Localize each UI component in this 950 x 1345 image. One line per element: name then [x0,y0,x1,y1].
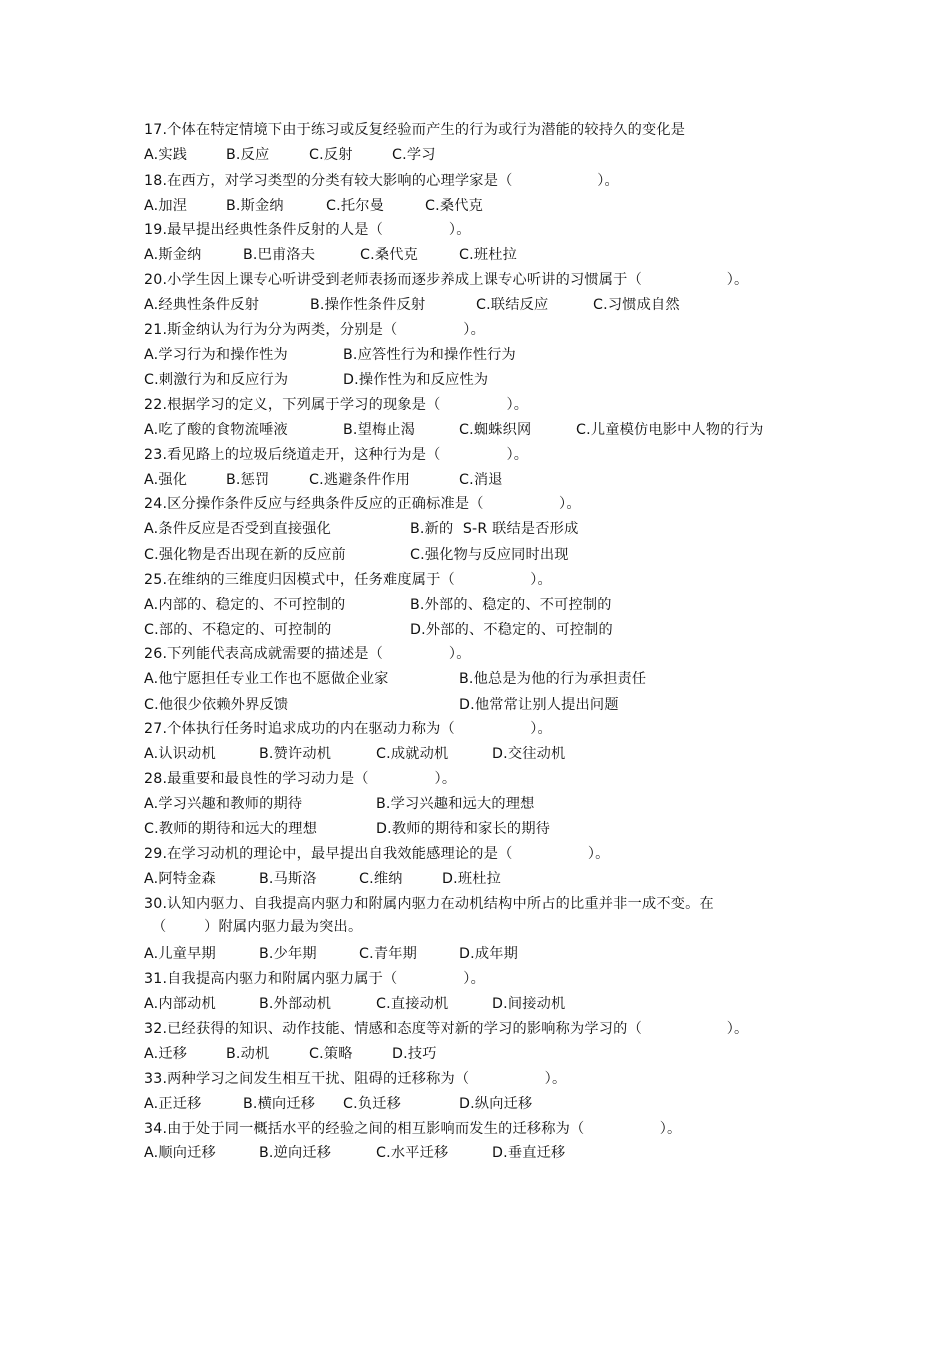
answer-option: A.经典性条件反射 [144,297,260,313]
answer-option: B.巴甫洛夫 [243,247,316,263]
answer-option: C.强化物是否出现在新的反应前 [144,547,346,563]
answer-option: B.外部动机 [259,996,332,1012]
question-stem: 18.在西方，对学习类型的分类有较大影响的心理学家是（ ）。 [144,173,619,189]
answer-option: C.青年期 [359,946,417,962]
question-stem: 19.最早提出经典性条件反射的人是（ ）。 [144,222,471,238]
answer-option: A.实践 [144,147,188,163]
answer-option: C.桑代克 [425,198,483,214]
answer-option: D.成年期 [459,946,518,962]
answer-option: D.间接动机 [492,996,566,1012]
question-stem: 31.自我提高内驱力和附属内驱力属于（ ）。 [144,971,485,987]
answer-option: B.动机 [226,1046,270,1062]
question-stem: 20.小学生因上课专心听讲受到老师表扬而逐步养成上课专心听讲的习惯属于（ ）。 [144,272,749,288]
answer-option: B.横向迁移 [243,1096,316,1112]
answer-option: C.逃避条件作用 [309,472,411,488]
question-stem: 29.在学习动机的理论中，最早提出自我效能感理论的是（ ）。 [144,846,610,862]
answer-option: D.纵向迁移 [459,1096,533,1112]
answer-option: B.他总是为他的行为承担责任 [459,671,647,687]
answer-option: D.交往动机 [492,746,566,762]
answer-option: C.学习 [392,147,436,163]
answer-option: D.外部的、不稳定的、可控制的 [410,622,613,638]
answer-option: C.成就动机 [376,746,449,762]
answer-option: A.内部的、稳定的、不可控制的 [144,597,346,613]
answer-option: B.马斯洛 [259,871,317,887]
answer-option: C.桑代克 [360,247,418,263]
question-stem: 27.个体执行任务时追求成功的内在驱动力称为（ ）。 [144,721,552,737]
answer-option: A.顺向迁移 [144,1145,216,1161]
question-stem: 33.两种学习之间发生相互干扰、阻碍的迁移称为（ ）。 [144,1071,567,1087]
answer-option: C.反射 [309,147,353,163]
question-stem: 30.认知内驱力、自我提高内驱力和附属内驱力在动机结构中所占的比重并非一成不变。在 [144,896,714,912]
answer-option: C.水平迁移 [376,1145,449,1161]
question-stem: 25.在维纳的三维度归因模式中，任务难度属于（ ）。 [144,572,552,588]
answer-option: B.新的 S-R 联结是否形成 [410,521,579,537]
answer-option: C.强化物与反应同时出现 [410,547,569,563]
answer-option: A.吃了酸的食物流唾液 [144,422,288,438]
answer-option: B.外部的、稳定的、不可控制的 [410,597,612,613]
answer-option: C.负迁移 [343,1096,401,1112]
answer-option: D.技巧 [392,1046,437,1062]
answer-option: C.蜘蛛织网 [459,422,532,438]
answer-option: C.直接动机 [376,996,449,1012]
answer-option: A.儿童早期 [144,946,216,962]
answer-option: B.学习兴趣和远大的理想 [376,796,535,812]
answer-option: C.儿童模仿电影中人物的行为 [576,422,764,438]
question-stem: 22.根据学习的定义，下列属于学习的现象是（ ）。 [144,397,529,413]
answer-option: A.阿特金森 [144,871,216,887]
answer-option: B.斯金纳 [226,198,284,214]
answer-option: A.内部动机 [144,996,216,1012]
answer-option: A.条件反应是否受到直接强化 [144,521,332,537]
answer-option: A.强化 [144,472,188,488]
question-stem: 26.下列能代表高成就需要的描述是（ ）。 [144,646,471,662]
answer-option: D.班杜拉 [442,871,501,887]
answer-option: A.学习行为和操作性为 [144,347,288,363]
answer-option: A.斯金纳 [144,247,202,263]
answer-option: C.消退 [459,472,503,488]
answer-option: B.望梅止渴 [343,422,416,438]
answer-option: C.联结反应 [476,297,549,313]
answer-option: D.教师的期待和家长的期待 [376,821,551,837]
answer-option: B.逆向迁移 [259,1145,332,1161]
answer-option: B.反应 [226,147,270,163]
answer-option: B.应答性行为和操作性行为 [343,347,516,363]
answer-option: D.他常常让别人提出问题 [459,697,619,713]
question-stem: 24.区分操作条件反应与经典条件反应的正确标准是（ ）。 [144,496,581,512]
answer-option: A.学习兴趣和教师的期待 [144,796,303,812]
answer-option: A.他宁愿担任专业工作也不愿做企业家 [144,671,389,687]
answer-option: A.正迁移 [144,1096,202,1112]
answer-option: A.加涅 [144,198,188,214]
question-stem: 21.斯金纳认为行为分为两类，分别是（ ）。 [144,322,485,338]
answer-option: C.维纳 [359,871,403,887]
answer-option: C.他很少依赖外界反馈 [144,697,289,713]
answer-option: D.垂直迁移 [492,1145,566,1161]
answer-option: C.策略 [309,1046,353,1062]
answer-option: C.托尔曼 [326,198,384,214]
question-stem: 23.看见路上的垃圾后绕道走开，这种行为是（ ）。 [144,447,529,463]
question-stem: 28.最重要和最良性的学习动力是（ ）。 [144,771,457,787]
answer-option: C.教师的期待和远大的理想 [144,821,318,837]
question-stem-continued: （ ）附属内驱力最为突出。 [152,919,363,935]
answer-option: C.习惯成自然 [593,297,680,313]
question-stem: 17.个体在特定情境下由于练习或反复经验而产生的行为或行为潜能的较持久的变化是 [144,122,686,138]
answer-option: A.认识动机 [144,746,216,762]
answer-option: B.操作性条件反射 [310,297,426,313]
answer-option: C.部的、不稳定的、可控制的 [144,622,332,638]
answer-option: A.迁移 [144,1046,188,1062]
answer-option: C.班杜拉 [459,247,517,263]
answer-option: D.操作性为和反应性为 [343,372,489,388]
answer-option: B.惩罚 [226,472,270,488]
answer-option: C.刺激行为和反应行为 [144,372,289,388]
question-stem: 32.已经获得的知识、动作技能、情感和态度等对新的学习的影响称为学习的（ ）。 [144,1021,749,1037]
question-stem: 34.由于处于同一概括水平的经验之间的相互影响而发生的迁移称为（ ）。 [144,1121,682,1137]
answer-option: B.少年期 [259,946,317,962]
answer-option: B.赞许动机 [259,746,332,762]
